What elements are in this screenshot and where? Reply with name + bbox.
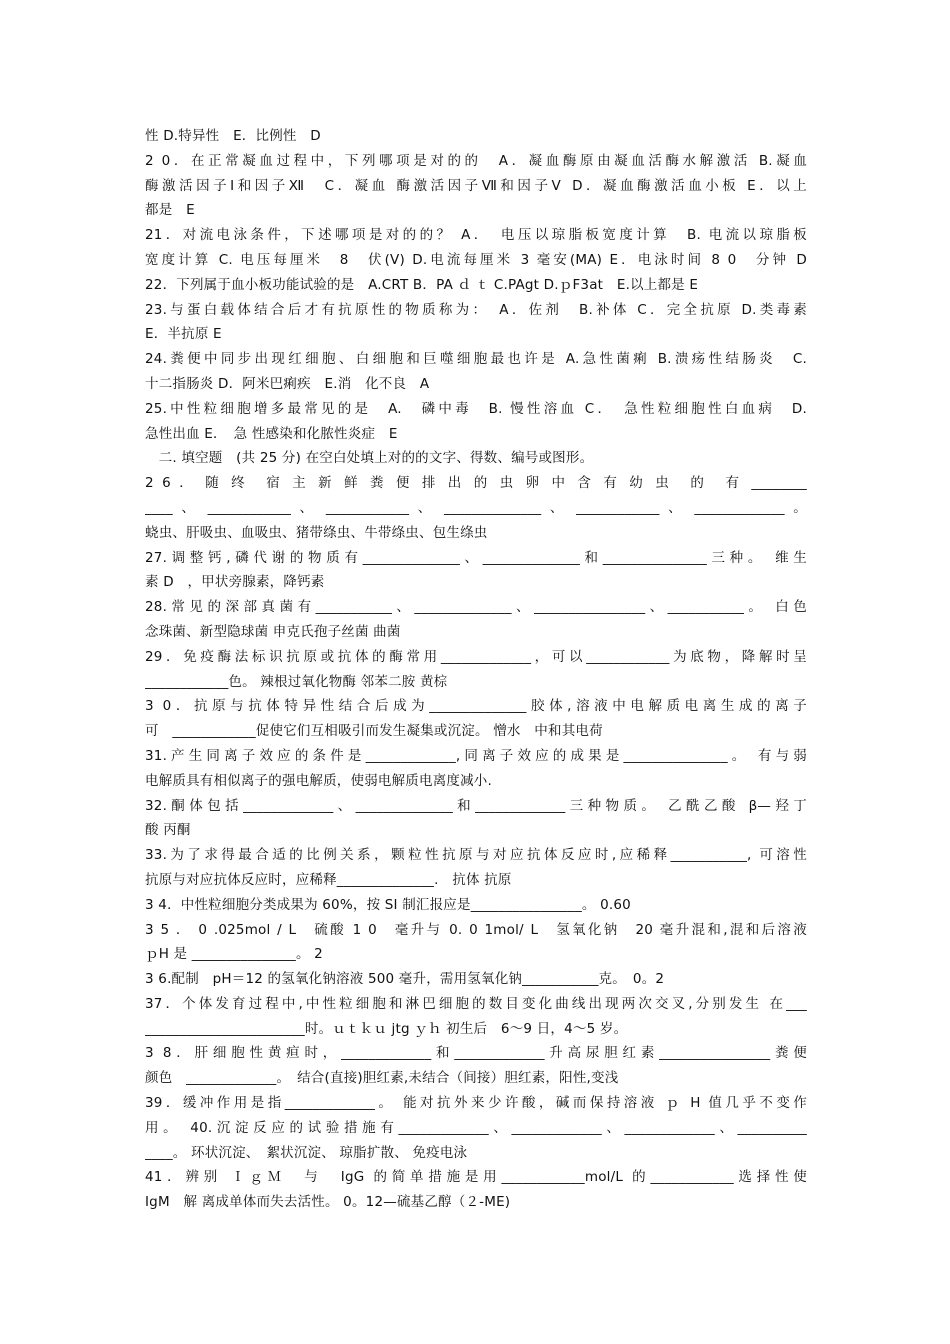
text-line: 性 D.特异性 E．比例性 D [145, 128, 321, 144]
text-line: 39．缓冲作用是指_____________。 能对抗外来少许酸，碱而保持溶液 ｐ H 值几乎不变作 [145, 1095, 807, 1112]
text-line: 2 0．在正常凝血过程中，下列哪项是对的的 A．凝血酶原由凝血活酶水解激活 B.凝血 [145, 152, 807, 169]
text-line: 念珠菌、新型隐球菌 申克氏孢子丝菌 曲菌 [145, 623, 401, 640]
text-line: 2 6 ． 随 终 宿 主 新 鲜 粪 便 排 出 的 虫 卵 中 含 有 幼 虫 的 有 ________ [145, 475, 807, 492]
text-line: 抗原与对应抗体反应时，应稀释______________. 抗体 抗原 [145, 871, 512, 888]
text-line: 3 5 ． 0 .025mol / L 硫酸 1 0 毫升与 0. 0 1mol/ L 氢氧化钠 20 毫升混和,混和后溶液 [145, 921, 807, 938]
text-line: 41．辨别 ＩｇＭ 与 IgG 的简单措施是用____________mol/L 的____________选择性使 [145, 1169, 807, 1186]
text-line: IgM 解 离成单体而失去活性。 0。12—硫基乙醇（２-ME) [145, 1194, 511, 1211]
text-line: 32.酮体包括_____________、______________和_____________三种物质。 乙酰乙酸 β—羟丁 [145, 797, 807, 814]
text-line: 25.中性粒细胞增多最常见的是 A. 磷中毒 B. 慢性溶血 C． 急性粒细胞性白血病 D. [145, 400, 807, 417]
text-line: 急性出血 E． 急 性感染和化脓性炎症 E [145, 425, 398, 442]
text-line: 21．对流电泳条件，下述哪项是对的的？ A． 电压以琼脂板宽度计算 B. 电流以琼脂板 [145, 227, 807, 244]
text-line: 24.粪便中同步出现红细胞、白细胞和巨噬细胞最也许是 A.急性菌痢 B.溃疡性结肠炎 C. [145, 351, 807, 368]
text-line: 电解质具有相似离子的强电解质，使弱电解质电离度减小. [145, 772, 492, 789]
text-line: 37．个体发育过程中,中性粒细胞和淋巴细胞的数目变化曲线出现两次交叉,分别发生 在___ [145, 995, 807, 1012]
text-line: 33.为了求得最合适的比例关系，颗粒性抗原与对应抗体反应时,应稀释___________, 可溶性 [145, 847, 807, 864]
text-line: 都是 E [145, 202, 195, 219]
text-line: 十二指肠炎 D．阿米巴痢疾 E.消 化不良 A [145, 375, 430, 392]
text-line: 3 6.配制 pH＝12 的氢氧化钠溶液 500 毫升，需用氢氧化钠___________克。 0。2 [145, 971, 665, 988]
text-line: 二. 填空题 (共 25 分) 在空白处填上对的的文字、得数、编号或图形。 [145, 450, 594, 467]
text-line: 酶激活因子Ⅰ和因子Ⅻ C．凝血 酶激活因子Ⅶ和因子Ⅴ D．凝血酶激活血小板 E．以上 [145, 177, 807, 194]
text-line: 3 8．肝细胞性黄疸时，_____________和_____________升高尿胆红素________________粪便 [145, 1045, 807, 1062]
text-line: 蛲虫、肝吸虫、血吸虫、猪带绦虫、牛带绦虫、包生绦虫 [145, 524, 488, 541]
text-line: 27.调整钙,磷代谢的物质有______________、______________和_______________三种。 维生 [145, 549, 807, 566]
text-line: 22．下列属于血小板功能试验的是 A.CRT B．PA ｄ ｔ C.PAgt D.ｐF3at E.以上都是 E [145, 276, 699, 293]
text-line: 29．免疫酶法标识抗原或抗体的酶常用_____________，可以____________为底物，降解时呈 [145, 648, 807, 665]
text-line: 可 ____________促使它们互相吸引而发生凝集或沉淀。 憎水 中和其电荷 [145, 723, 603, 740]
document-body [145, 124, 807, 1215]
text-line: ____。 环状沉淀、 絮状沉淀、 琼脂扩散、 免疫电泳 [145, 1144, 468, 1161]
text-line: ｐH 是 _______________。 2 [145, 946, 323, 963]
text-line: 酸 丙酮 [145, 822, 191, 839]
text-line: 3 4．中性粒细胞分类成果为 60%，按 SI 制汇报应是________________。 0.60 [145, 896, 631, 913]
text-line: 28.常见的深部真菌有___________、______________、________________、___________。 白色 [145, 599, 807, 616]
text-line: 素 D ，甲状旁腺素，降钙素 [145, 574, 325, 591]
text-line: 用。 40.沉淀反应的试验措施有_____________、_____________、_____________、__________ [145, 1119, 807, 1136]
text-line: _______________________时。ｕｔｋｕ jtg ｙｈ 初生后 6～9 日，4～5 岁。 [145, 1020, 628, 1037]
text-line: 31.产生同离子效应的条件是_____________,同离子效应的成果是_______________。 有与弱 [145, 747, 807, 764]
text-line: 宽度计算 C. 电压每厘米 8 伏(V) D.电流每厘米 3 毫安(MA) E．电泳时间 8 0 分钟 D [145, 251, 807, 268]
text-line: 23.与蛋白载体结合后才有抗原性的物质称为： A．佐剂 B.补体 C．完全抗原 D.类毒素 [145, 301, 807, 318]
text-line: ____ 、 ____________ 、 ____________ 、 ______________ 、 ____________ 、 _____________ 。 [145, 499, 807, 516]
text-line: ____________色。 辣根过氧化物酶 邻苯二胺 黄棕 [145, 673, 448, 690]
text-line: 3 0．抗原与抗体特异性结合后成为______________胶体,溶液中电解质电离生成的离子 [145, 698, 807, 715]
text-line: 颜色 _____________。 结合(直接)胆红素,未结合（间接）胆红素，阳性,变浅 [145, 1070, 619, 1087]
text-line: E．半抗原 E [145, 326, 222, 343]
